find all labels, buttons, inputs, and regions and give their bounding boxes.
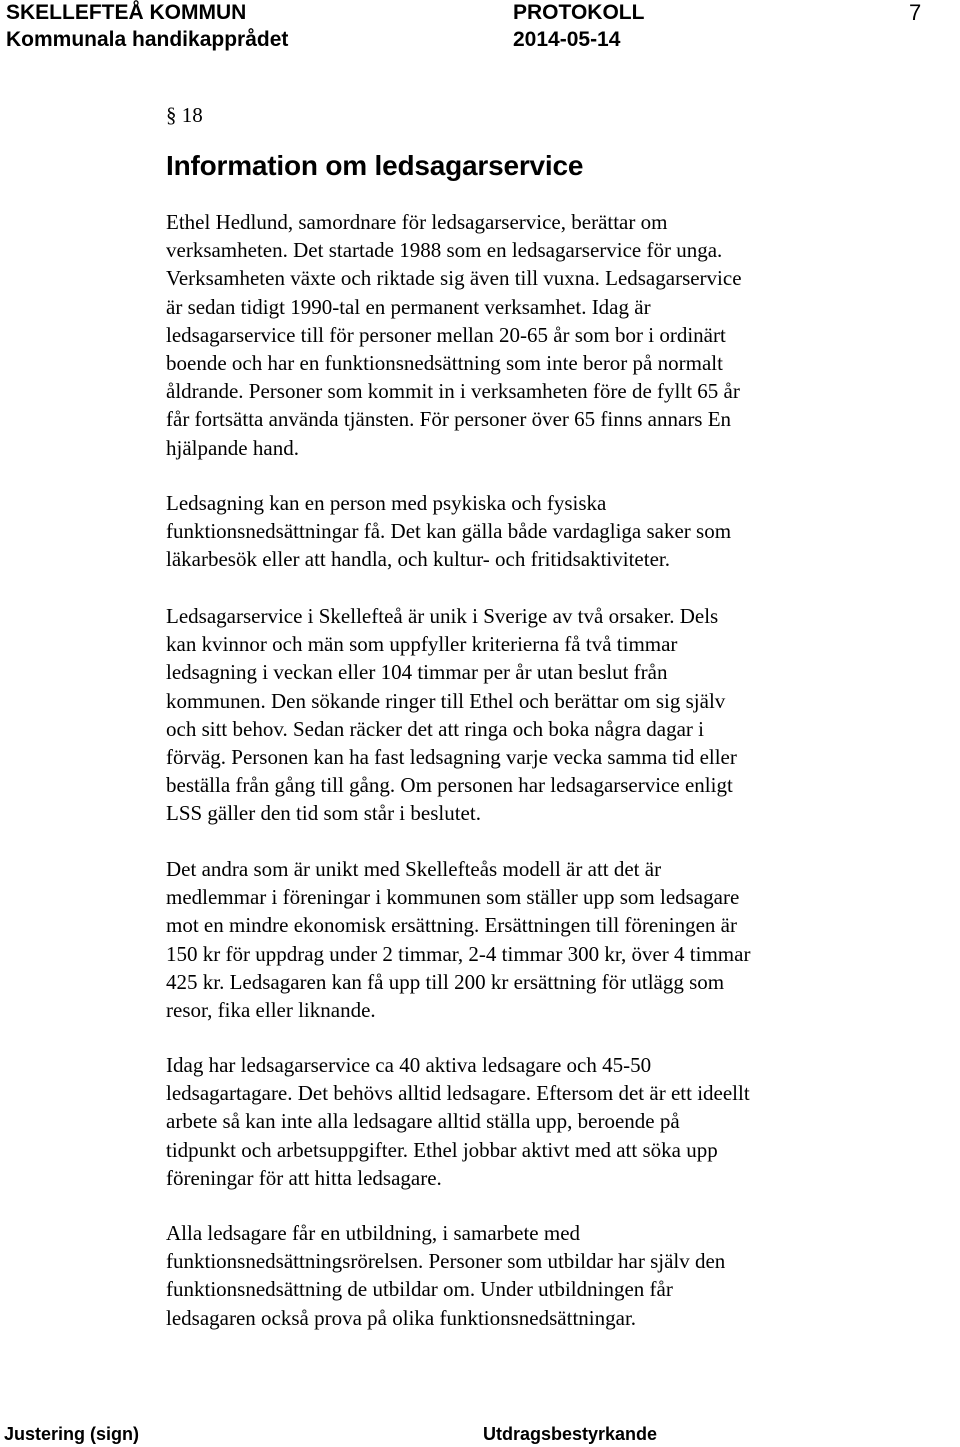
footer-signature-label: Justering (sign)	[4, 1424, 140, 1444]
text-line: Idag har ledsagarservice ca 40 aktiva ledsagare och 45-50	[166, 1053, 652, 1077]
text-line: läkarbesök eller att handla, och kultur- och fritidsaktiviteter.	[166, 547, 670, 572]
section-number: § 18	[166, 103, 203, 127]
text-line: Ledsagning kan en person med psykiska och fysiska	[166, 491, 607, 515]
text-line: verksamheten. Det startade 1988 som en ledsagarservice för unga.	[166, 238, 723, 263]
text-line: LSS gäller den tid som står i beslutet.	[166, 801, 481, 826]
text-line: får fortsätta använda tjänsten. För personer över 65 finns annars En	[166, 407, 732, 432]
text-line: arbete så kan inte alla ledsagare alltid ställa upp, beroende på	[166, 1109, 680, 1134]
text-line: boende och har en funktionsnedsättning som inte beror på normalt	[166, 350, 723, 375]
text-line: ledsagarservice till för personer mellan 20-65 år som bor i ordinärt	[166, 322, 726, 347]
text-line: funktionsnedsättningsrörelsen. Personer som utbildar har själv den	[166, 1249, 726, 1274]
text-line: hjälpande hand.	[166, 435, 299, 460]
text-line: funktionsnedsättning de utbildar om. Under utbildningen får	[166, 1277, 673, 1302]
text-line: ledsagartagare. Det behövs alltid ledsagare. Eftersom det är ett ideellt	[166, 1081, 750, 1106]
paragraph-unique-reasons	[166, 602, 886, 828]
text-line: Verksamheten växte och riktade sig även till vuxna. Ledsagarservice	[166, 266, 742, 291]
text-line: beställa från gång till gång. Om personen har ledsagarservice enligt	[166, 773, 733, 798]
text-line: Ledsagarservice i Skellefteå är unik i Sverige av två orsaker. Dels	[166, 604, 719, 628]
paragraph-compensation	[166, 855, 886, 1024]
text-line: 425 kr. Ledsagaren kan få upp till 200 kr ersättning för utlägg som	[166, 969, 725, 994]
text-line: Det andra som är unikt med Skellefteås modell är att det är	[166, 857, 662, 881]
text-line: och sitt behov. Sedan räcker det att ringa och boka några dagar i	[166, 716, 705, 741]
text-line: kan kvinnor och män som uppfyller kriterierna få två timmar	[166, 632, 678, 657]
text-line: tidpunkt och arbetsuppgifter. Ethel jobbar aktivt med att söka upp	[166, 1137, 718, 1162]
text-line: funktionsnedsättningar få. Det kan gälla både vardagliga saker som	[166, 519, 732, 544]
text-line: resor, fika eller liknande.	[166, 997, 376, 1022]
text-line: åldrande. Personer som kommit in i verksamheten före de fyllt 65 år	[166, 379, 740, 404]
document-date: 2014-05-14	[513, 28, 621, 51]
text-line: föreningar för att hitta ledsagare.	[166, 1165, 442, 1190]
text-line: 150 kr för uppdrag under 2 timmar, 2-4 timmar 300 kr, över 4 timmar	[166, 941, 751, 966]
text-line: Alla ledsagare får en utbildning, i samarbete med	[166, 1221, 581, 1245]
paragraph-current-status	[166, 1051, 886, 1192]
committee-name: Kommunala handikapprådet	[6, 28, 289, 51]
footer-certification-label: Utdragsbestyrkande	[483, 1424, 658, 1444]
organization-name: SKELLEFTEÅ KOMMUN	[6, 1, 247, 24]
paragraph-intro	[166, 208, 886, 462]
text-line: förväg. Personen kan ha fast ledsagning varje vecka samma tid eller	[166, 744, 737, 769]
text-line: medlemmar i föreningar i kommunen som ställer upp som ledsagare	[166, 885, 740, 910]
text-line: mot en mindre ekonomisk ersättning. Ersättningen till föreningen är	[166, 913, 737, 938]
section-title: Information om ledsagarservice	[166, 150, 584, 181]
page-number: 7	[909, 0, 922, 25]
paragraph-training	[166, 1219, 886, 1332]
document-type: PROTOKOLL	[513, 1, 645, 24]
paragraph-services	[166, 489, 886, 574]
text-line: Ethel Hedlund, samordnare för ledsagarservice, berättar om	[166, 210, 668, 234]
text-line: ledsagning i veckan eller 104 timmar per år utan beslut från	[166, 660, 668, 685]
text-line: ledsagaren också prova på olika funktionsnedsättningar.	[166, 1305, 637, 1330]
text-line: kommunen. Den sökande ringer till Ethel och berättar om sig själv	[166, 688, 726, 713]
text-line: är sedan tidigt 1990-tal en permanent verksamhet. Idag är	[166, 294, 651, 319]
